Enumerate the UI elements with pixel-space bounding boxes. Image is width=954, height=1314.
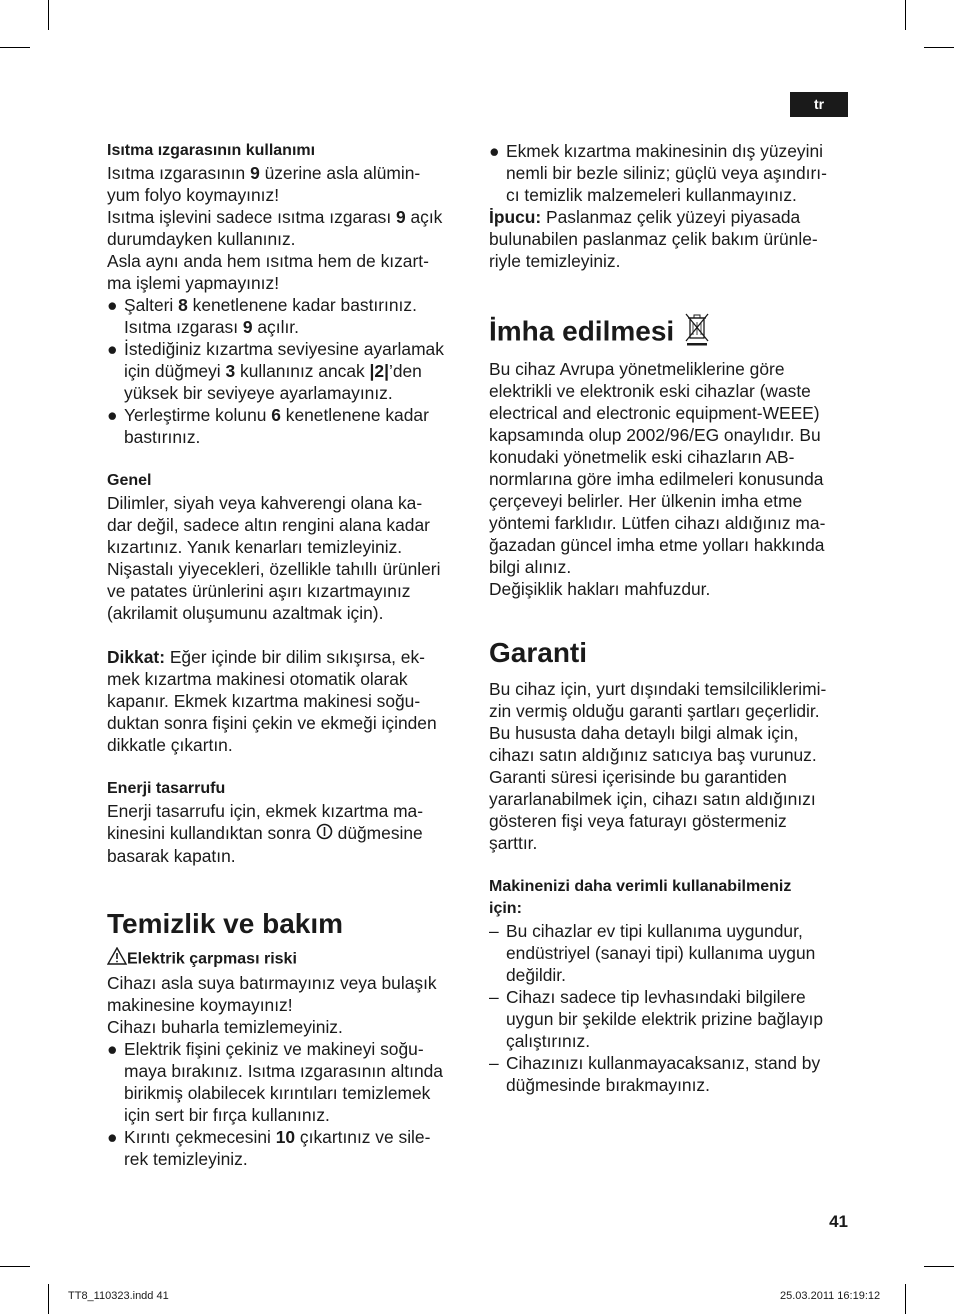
bullet-mark: ● <box>107 295 118 315</box>
text-line: duktan sonra fişini çekin ve ekmeği içinden <box>107 713 437 733</box>
crop-mark <box>924 1266 954 1267</box>
text-line: Isıtma işlevini sadece ısıtma ızgarası 9 açık <box>107 207 443 227</box>
page-number: 41 <box>829 1212 848 1231</box>
text-line: Dilimler, siyah veya kahverengi olana ka- <box>107 493 423 513</box>
list-item: – Bu cihazlar ev tipi kullanıma uygundur, endüstriyel (sanayi tipi) kullanıma uygun değildir. <box>489 921 816 985</box>
text-line: bulunabilen paslanmaz çelik bakım ürünle- <box>489 229 818 249</box>
dash-mark: – <box>489 921 499 941</box>
text-line: Asla aynı anda hem ısıtma hem de kızart- <box>107 251 429 271</box>
text-line: şarttır. <box>489 833 538 853</box>
crop-mark <box>0 47 30 48</box>
bullet-mark: ● <box>107 405 118 425</box>
text-line: Enerji tasarrufu için, ekmek kızartma ma- <box>107 801 424 821</box>
bullet-mark: ● <box>489 141 500 161</box>
text-line: ve patates ürünlerini aşırı kızartmayınız <box>107 581 411 601</box>
text-line: kinesini kullandıktan sonra düğmesine <box>107 822 469 845</box>
section-title: İmha edilmesi <box>489 312 851 354</box>
right-column <box>489 140 851 1096</box>
crop-mark <box>48 0 49 30</box>
text-line: konudaki yönetmelik eski cihazların AB- <box>489 447 795 467</box>
text-line: Isıtma ızgarasının 9 üzerine asla alümin- <box>107 163 421 183</box>
text-line: Dikkat: Eğer içinde bir dilim sıkışırsa, ek- <box>107 647 425 667</box>
section-heading: Genel <box>107 472 152 489</box>
section-title: Garanti <box>489 637 588 668</box>
crop-mark <box>48 1284 49 1314</box>
text-line: zin vermiş olduğu garanti şartları geçerlidir. <box>489 701 820 721</box>
text-line: Bu cihaz için, yurt dışındaki temsilciliklerimi- <box>489 679 827 699</box>
text-line: yum folyo koymayınız! <box>107 185 280 205</box>
text-line: mek kızartma makinesi otomatik olarak <box>107 669 408 689</box>
text-line: çerçeveyi belirler. Her ülkenin imha etme <box>489 491 803 511</box>
text-line: makinesine koymayınız! <box>107 995 293 1016</box>
text-line: normlarına göre imha edilmeleri konusunda <box>489 469 824 489</box>
text-line: Nişastalı yiyecekleri, özellikle tahıllı ürünleri <box>107 559 441 579</box>
crop-mark <box>905 1284 906 1314</box>
power-icon <box>316 823 333 845</box>
footer-date: 25.03.2011 16:19:12 <box>780 1290 881 1302</box>
text-line: ğazadan güncel imha etme yolları hakkında <box>489 535 825 555</box>
text-line: dar değil, sadece altın rengini alana kadar <box>107 515 430 535</box>
text-line: electrical and electronic equipment-WEEE) <box>489 403 820 423</box>
text-line: kapsamında olup 2002/96/EG onaylıdır. Bu <box>489 425 821 445</box>
crop-mark <box>924 47 954 48</box>
list-item: – Cihazınızı kullanmayacaksanız, stand by düğmesinde bırakmayınız. <box>489 1053 821 1095</box>
dash-mark: – <box>489 987 499 1007</box>
text-line: yararlanabilmek için, cihazı satın aldığınızı <box>489 789 816 809</box>
list-item: ● Şalteri 8 kenetlenene kadar bastırınız. Isıtma ızgarası 9 açılır. <box>107 295 417 337</box>
text-line: Cihazı buharla temizlemeyiniz. <box>107 1017 343 1038</box>
text-line: (akrilamit oluşumunu azaltmak için). <box>107 603 384 623</box>
crossed-bin-icon <box>682 312 712 354</box>
text-line: ma işlemi yapmayınız! <box>107 273 280 293</box>
text-line: elektrikli ve elektronik eski cihazlar (waste <box>489 381 811 401</box>
section-heading: Elektrik çarpması riski <box>107 947 469 972</box>
crop-mark <box>905 0 906 30</box>
section-heading: Isıtma ızgarasının kullanımı <box>107 142 316 159</box>
text-line: dikkatle çıkartın. <box>107 735 233 755</box>
text-line: Bu cihaz Avrupa yönetmeliklerine göre <box>489 359 785 379</box>
text-line: gösteren fişi veya faturayı göstermeniz <box>489 811 787 831</box>
section-heading: için: <box>489 900 522 917</box>
text-line: kızartınız. Yanık kenarları temizleyiniz. <box>107 537 403 557</box>
text-line: basarak kapatın. <box>107 846 236 867</box>
left-column <box>107 140 469 1170</box>
list-item: ● Yerleştirme kolunu 6 kenetlenene kadar bastırınız. <box>107 405 429 447</box>
text-line: cihazı satın aldığınız satıcıya baş vurunuz. <box>489 745 817 765</box>
list-item: ● Elektrik fişini çekiniz ve makineyi soğu- maya bırakınız. Isıtma ızgarasının altında birikmiş olabilecek kırıntıları temizlemek için sert bir fırça kullanınız. <box>107 1039 443 1126</box>
text-line: kapanır. Ekmek kızartma makinesi soğu- <box>107 691 421 711</box>
section-heading: Makinenizi daha verimli kullanabilmeniz <box>489 878 792 895</box>
text-line: Garanti süresi içerisinde bu garantiden <box>489 767 787 787</box>
section-heading: Enerji tasarrufu <box>107 780 226 797</box>
dash-mark: – <box>489 1053 499 1073</box>
list-item: ● Kırıntı çekmecesini 10 çıkartınız ve sile- rek temizleyiniz. <box>107 1127 431 1170</box>
text-line: İpucu: Paslanmaz çelik yüzeyi piyasada <box>489 207 801 227</box>
bullet-mark: ● <box>107 1127 118 1148</box>
text-line: yöntemi farklıdır. Lütfen cihazı aldığınız ma- <box>489 513 826 533</box>
warning-icon <box>107 947 127 972</box>
list-item: – Cihazı sadece tip levhasındaki bilgilere uygun bir şekilde elektrik prizine bağlayıp çalıştırınız. <box>489 987 824 1051</box>
section-title: Temizlik ve bakım <box>107 908 344 940</box>
text-line: durumdayken kullanınız. <box>107 229 296 249</box>
bullet-mark: ● <box>107 339 118 359</box>
text-line: Cihazı asla suya batırmayınız veya bulaşık <box>107 973 437 994</box>
text-line: Değişiklik hakları mahfuzdur. <box>489 579 711 599</box>
text-line: Bu hususta daha detaylı bilgi almak için, <box>489 723 799 743</box>
bullet-mark: ● <box>107 1039 118 1060</box>
language-badge: tr <box>790 92 848 117</box>
text-line: bilgi alınız. <box>489 557 572 577</box>
crop-mark <box>0 1266 30 1267</box>
footer-file: TT8_110323.indd 41 <box>68 1290 169 1302</box>
text-line: riyle temizleyiniz. <box>489 251 621 271</box>
list-item: ● İstediğiniz kızartma seviyesine ayarlamak için düğmeyi 3 kullanınız ancak |2|’den yüksek bir seviyeye ayarlamayınız. <box>107 339 444 403</box>
list-item: ● Ekmek kızartma makinesinin dış yüzeyini nemli bir bezle siliniz; güçlü veya aşındırı- cı temizlik malzemeleri kullanmayınız. <box>489 141 827 205</box>
